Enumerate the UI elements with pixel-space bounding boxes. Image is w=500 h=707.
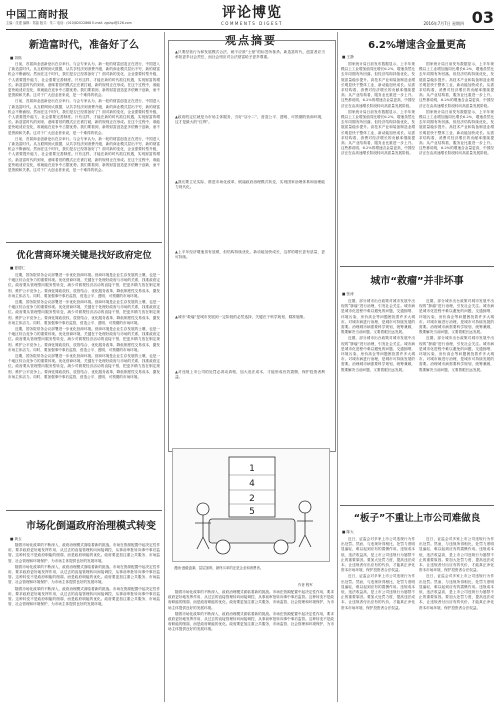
article-body: 国家统计局日前发布数据显示，上半年规模以上工业增加值同比增长6.2%，增速虽然比去年同期有所回落，但经济结构持续优化，发展质量稳步提升。高技术产业和装备制造业增长明显快于整体工业，新动能加快成长。从需求结构看，消费对经济增长的贡献率继续提高；从产业结构看，服务业比重进一步上升。这些都说明，6.2%的增速含金量更高，中国经济正在由高速增长阶段转向高质量发展阶段。 国家统计局日前发布数据显示，上半年规模以上工业增加值同比增长6.2%，增速虽然比去年同期有所回落，但经济结构持续优化，发展质量稳步提升。高技术产业和装备制造业增长明显快于整体工业，新动能加快成长。从需求结构看，消费对经济增长的贡献率继续提高；从产业结构看，服务业比重进一步上升。这些都说明，6.2%的增速含金量更高，中国经济正在由高速增长阶段转向高质量发展阶段。 [341,62,415,156]
masthead-subline: 主编：沈建 编辑：郑晶 版式：朱二 电话：(010)82022868 E-mail: zgshpl@126.com [6,21,132,25]
headline-banzi: “板子”不重让上市公司难做良 [353,513,481,524]
digest-quote: ▲我们要立足实际，推进市场化改革，倒逼政府治理模式转变，实现国家治理体系和治理能力现代化。 [175,180,325,190]
svg-text:4: 4 [249,479,255,489]
byline: ■ 张涛 [342,292,354,296]
page-number: 03 [471,8,494,27]
article-body: 国家统计局日前发布数据显示，上半年规模以上工业增加值同比增长6.2%，增速虽然比去年同期有所回落，但经济结构持续优化，发展质量稳步提升。高技术产业和装备制造业增长明显快于整体工业，新动能加快成长。从需求结构看，消费对经济增长的贡献率继续提高；从产业结构看，服务业比重进一步上升。这些都说明，6.2%的增速含金量更高，中国经济正在由高速增长阶段转向高质量发展阶段。 国家统计局日前发布数据显示，上半年规模以上工业增加值同比增长6.2%，增速虽然比去年同期有所回落，但经济结构持续优化，发展质量稳步提升。高技术产业和装备制造业增长明显快于整体工业，新动能加快成长。从需求结构看，消费对经济增长的贡献率继续提高；从产业结构看，服务业比重进一步上升。这些都说明，6.2%的增速含金量更高，中国经济正在由高速增长阶段转向高质量发展阶段。 [419,62,494,156]
svg-text:2: 2 [249,494,255,504]
section-english: COMMENTS DIGEST [221,21,283,26]
cartoon-credit: 作者 程军 [298,583,313,587]
byline: ■ 陈大 [342,530,354,534]
digest-quote: ▲只要经营行为和发展模式合法，就不应被“土豪”的标签所抹杀。新造富时代，创富者应当承担更多社会责任，而社会则应对合法财富给予更多尊重。 [175,50,325,60]
byline: ■ 王静 [342,55,354,59]
cartoon-image [172,448,330,562]
article-body: 近期，国务院常务会议部署进一步优化营商环境。营商环境是企业生存发展的土壤，也是一个地区综合竞争力的重要体现。优化营商环境，关键在于处理好政府与市场的关系，找准政府定位。政府要从管理型向服务型转变，减少对微观经济活动的直接干预，把更多精力放在制定规则、维护公平竞争上。要深化简政放权、放管结合、优化服务改革，降低制度性交易成本，激发市场主体活力。同时，要加强事中事后监管，营造公平、透明、可预期的市场环境。 近期，国务院常务会议部署进一步优化营商环境。营商环境是企业生存发展的土壤，也是一个地区综合竞争力的重要体现。优化营商环境，关键在于处理好政府与市场的关系，找准政府定位。政府要从管理型向服务型转变，减少对微观经济活动的直接干预，把更多精力放在制定规则、维护公平竞争上。要深化简政放权、放管结合、优化服务改革，降低制度性交易成本，激发市场主体活力。同时，要加强事中事后监管，营造公平、透明、可预期的市场环境。 近期，国务院常务会议部署进一步优化营商环境。营商环境是企业生存发展的土壤，也是一个地区综合竞争力的重要体现。优化营商环境，关键在于处理好政府与市场的关系，找准政府定位。政府要从管理型向服务型转变，减少对微观经济活动的直接干预，把更多精力放在制定规则、维护公平竞争上。要深化简政放权、放管结合、优化服务改革，降低制度性交易成本，激发市场主体活力。同时，要加强事中事后监管，营造公平、透明、可预期的市场环境。 近期，国务院常务会议部署进一步优化营商环境。营商环境是企业生存发展的土壤，也是一个地区综合竞争力的重要体现。优化营商环境，关键在于处理好政府与市场的关系，找准政府定位。政府要从管理型向服务型转变，减少对微观经济活动的直接干预，把更多精力放在制定规则、维护公平竞争上。要深化简政放权、放管结合、优化服务改革，降低制度性交易成本，激发市场主体活力。同时，要加强事中事后监管，营造公平、透明、可预期的市场环境。 [8,273,160,379]
headline-shichanghua: 市场化倒逼政府治理模式转变 [26,521,156,532]
headline-jiuliu: 城市“救瘤”并非坏事 [370,276,464,287]
article-separator [6,510,162,511]
cartoon-caption: 漫画·逐级盘剥，层层加码，最终买单的还是企业和消费者。 [174,566,264,570]
byline: ■ 黄玉 [10,537,22,541]
article-separator [340,266,494,267]
section-header [214,5,290,29]
svg-text:5: 5 [249,507,255,517]
svg-text:1: 1 [249,464,255,474]
byline: ■ 刘烁 [10,56,22,60]
digest-quote: ▲对违规上市公司的处罚必须动真格，加大违法成本，才能形成有效震慑，保护投资者利益。 [175,370,325,380]
digest-quote: ▲政府的定位就是为市场主体服务，当好“店小二”，营造公平、透明、可预期的营商环境，这才是最大的“红利”。 [175,115,325,125]
cartoon-drawing [173,449,329,561]
article-separator [340,505,494,506]
header-rule [6,29,494,30]
column-divider [164,32,165,702]
article-body: 近期，部分城市出台政策对城市发展中出现的“肿瘤”进行治理，引发社会关注。城市病是城市化进程中难以避免的问题，交通拥堵、环境污染、房价高企等问题困扰着许多大城市。对城市病进行治理，是城市可持续发展的需要。治理城市病需要科学规划，统筹兼顾，既要解决当前问题，又要着眼长远发展。 近期，部分城市出台政策对城市发展中出现的“肿瘤”进行治理，引发社会关注。城市病是城市化进程中难以避免的问题，交通拥堵、环境污染、房价高企等问题困扰着许多大城市。对城市病进行治理，是城市可持续发展的需要。治理城市病需要科学规划，统筹兼顾，既要解决当前问题，又要着眼长远发展。 [341,299,415,372]
digest-quote: ▲上半年经济增速虽有放缓，但结构持续优化，新动能加快成长，这样的增长更有质量、更可持续。 [175,250,325,260]
article-body: 近日，证监会对多家上市公司违规行为作出处罚。然而，与违规所得相比，处罚力度明显偏轻，难以起到应有的震慑作用。违规成本低、违法收益高，是上市公司违规行为屡禁不止的重要原因。要加大处罚力度，提高违法成本，让违规者付出应有的代价，才能真正净化资本市场环境，保护投资者合法权益。 近日，证监会对多家上市公司违规行为作出处罚。然而，与违规所得相比，处罚力度明显偏轻，难以起到应有的震慑作用。违规成本低、违法收益高，是上市公司违规行为屡禁不止的重要原因。要加大处罚力度，提高违法成本，让违规者付出应有的代价，才能真正净化资本市场环境，保护投资者合法权益。 [341,537,415,610]
digest-quote: ▲城市“救瘤”是城市发展到一定阶段的必然选择，关键在于科学规划、精准施策。 [175,315,308,319]
article-body-continued: 随着市场化改革的不断深入，政府治理模式面临着新的挑战。市场在资源配置中起决定性作用，要求政府更好地发挥作用，从过去的直接管理转向间接调控，从事前审批转向事中事后监管。这种转变不是政府职能的削弱，而是政府职能的优化。政府要更加注重公共服务、市场监管、社会管理和环境保护，为市场主体提供良好的发展环境。 随着市场化改革的不断深入，政府治理模式面临着新的挑战。市场在资源配置中起决定性作用，要求政府更好地发挥作用，从过去的直接管理转向间接调控，从事前审批转向事中事后监管。这种转变不是政府职能的削弱，而是政府职能的优化。政府要更加注重公共服务、市场监管、社会管理和环境保护，为市场主体提供良好的发展环境。 [168,590,334,632]
article-body: 日前，首届商业创新论坛在京举行。与会专家认为，新一轮的财富创造正在进行，中国进入了新造富时代。从互联网到大数据，从共享经济到消费升级，新的商业模式层出不穷，新的财富机会不断涌现。然而在这个时代，我们是否已经准备好了？面对新的变化，企业需要转型升级，个人需要提升能力，社会需要完善制度。只有这样，才能在新的时代抓住机遇，实现财富的增长。新造富时代的到来，意味着旧的模式正在被打破，新的规则正在形成。在这个过程中，谁能更快地适应变化，谁就能在竞争中占据优势。我们要看到，新的财富创造更多依赖于创新，而不是资源和关系。这对于广大创业者来说，是一个难得的机会。 日前，首届商业创新论坛在京举行。与会专家认为，新一轮的财富创造正在进行，中国进入了新造富时代。从互联网到大数据，从共享经济到消费升级，新的商业模式层出不穷，新的财富机会不断涌现。然而在这个时代，我们是否已经准备好了？面对新的变化，企业需要转型升级，个人需要提升能力，社会需要完善制度。只有这样，才能在新的时代抓住机遇，实现财富的增长。新造富时代的到来，意味着旧的模式正在被打破，新的规则正在形成。在这个过程中，谁能更快地适应变化，谁就能在竞争中占据优势。我们要看到，新的财富创造更多依赖于创新，而不是资源和关系。这对于广大创业者来说，是一个难得的机会。 日前，首届商业创新论坛在京举行。与会专家认为，新一轮的财富创造正在进行，中国进入了新造富时代。从互联网到大数据，从共享经济到消费升级，新的商业模式层出不穷，新的财富机会不断涌现。然而在这个时代，我们是否已经准备好了？面对新的变化，企业需要转型升级，个人需要提升能力，社会需要完善制度。只有这样，才能在新的时代抓住机遇，实现财富的增长。新造富时代的到来，意味着旧的模式正在被打破，新的规则正在形成。在这个过程中，谁能更快地适应变化，谁就能在竞争中占据优势。我们要看到，新的财富创造更多依赖于创新，而不是资源和关系。这对于广大创业者来说，是一个难得的机会。 [8,62,160,173]
article-separator [6,242,162,243]
article-body: 近日，证监会对多家上市公司违规行为作出处罚。然而，与违规所得相比，处罚力度明显偏轻，难以起到应有的震慑作用。违规成本低、违法收益高，是上市公司违规行为屡禁不止的重要原因。要加大处罚力度，提高违法成本，让违规者付出应有的代价，才能真正净化资本市场环境，保护投资者合法权益。 近日，证监会对多家上市公司违规行为作出处罚。然而，与违规所得相比，处罚力度明显偏轻，难以起到应有的震慑作用。违规成本低、违法收益高，是上市公司违规行为屡禁不止的重要原因。要加大处罚力度，提高违法成本，让违规者付出应有的代价，才能真正净化资本市场环境，保护投资者合法权益。 [419,537,494,610]
article-body: 随着市场化改革的不断深入，政府治理模式面临着新的挑战。市场在资源配置中起决定性作用，要求政府更好地发挥作用，从过去的直接管理转向间接调控，从事前审批转向事中事后监管。这种转变不是政府职能的削弱，而是政府职能的优化。政府要更加注重公共服务、市场监管、社会管理和环境保护，为市场主体提供良好的发展环境。 随着市场化改革的不断深入，政府治理模式面临着新的挑战。市场在资源配置中起决定性作用，要求政府更好地发挥作用，从过去的直接管理转向间接调控，从事前审批转向事中事后监管。这种转变不是政府职能的削弱，而是政府职能的优化。政府要更加注重公共服务、市场监管、社会管理和环境保护，为市场主体提供良好的发展环境。 随着市场化改革的不断深入，政府治理模式面临着新的挑战。市场在资源配置中起决定性作用，要求政府更好地发挥作用，从过去的直接管理转向间接调控，从事前审批转向事中事后监管。这种转变不是政府职能的削弱，而是政府职能的优化。政府要更加注重公共服务、市场监管、社会管理和环境保护，为市场主体提供良好的发展环境。 [8,543,160,607]
headline-yingshang: 优化营商环境关键是找好政府定位 [16,251,152,261]
byline: ■ 夏德仁 [10,266,26,270]
date-line: 2016年7月7日 星期四 [423,21,464,26]
section-name: 评论博览 [222,5,282,21]
article-body: 近期，部分城市出台政策对城市发展中出现的“肿瘤”进行治理，引发社会关注。城市病是城市化进程中难以避免的问题，交通拥堵、环境污染、房价高企等问题困扰着许多大城市。对城市病进行治理，是城市可持续发展的需要。治理城市病需要科学规划，统筹兼顾，既要解决当前问题，又要着眼长远发展。 近期，部分城市出台政策对城市发展中出现的“肿瘤”进行治理，引发社会关注。城市病是城市化进程中难以避免的问题，交通拥堵、环境污染、房价高企等问题困扰着许多大城市。对城市病进行治理，是城市可持续发展的需要。治理城市病需要科学规划，统筹兼顾，既要解决当前问题，又要着眼长远发展。 [419,299,494,372]
digest-title: 观点摘要 [225,34,277,47]
column-divider [337,32,338,702]
headline-zengsu: 6.2%增速含金量更高 [368,40,466,51]
paper-name: 中国工商时报 [6,10,69,21]
headline-xinzaofu: 新造富时代，准备好了么 [29,40,139,51]
